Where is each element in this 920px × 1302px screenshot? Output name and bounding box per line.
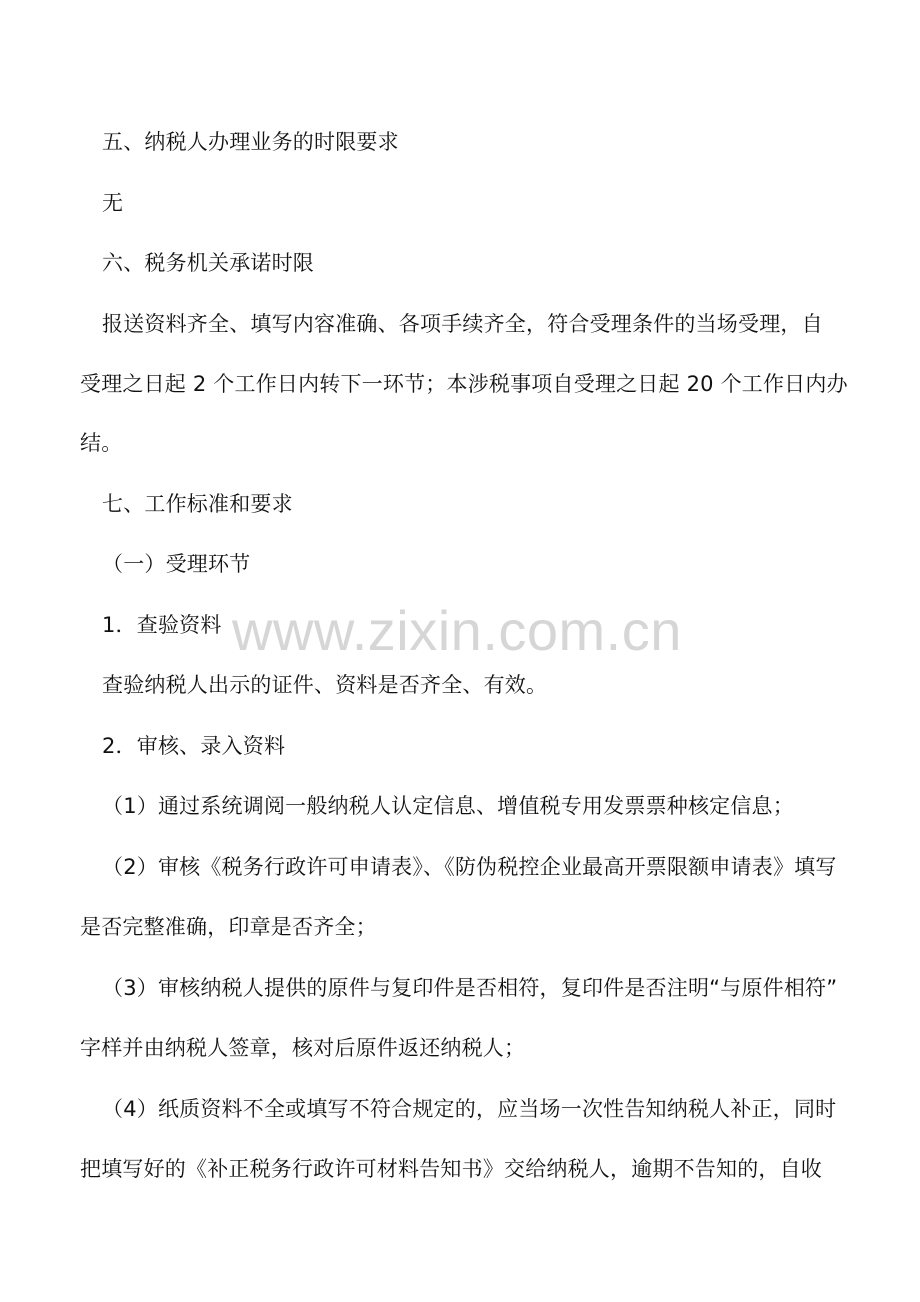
list-item-3: （3）审核纳税人提供的原件与复印件是否相符，复印件是否注明“与原件相符” — [102, 976, 838, 1000]
paragraph-line: 报送资料齐全、填写内容准确、各项手续齐全，符合受理条件的当场受理，自 — [102, 312, 823, 336]
watermark-text: www.zixin.com.cn — [232, 599, 682, 662]
paragraph-line: 结。 — [80, 431, 123, 455]
item-heading-1: 1．查验资料 — [102, 613, 222, 637]
paragraph-none: 无 — [102, 191, 124, 215]
section-heading-5: 五、纳税人办理业务的时限要求 — [102, 130, 399, 154]
paragraph-line: 是否完整准确，印章是否齐全； — [80, 915, 377, 939]
section-heading-7: 七、工作标准和要求 — [102, 492, 293, 516]
list-item-2: （2）审核《税务行政许可申请表》、《防伪税控企业最高开票限额申请表》填写 — [102, 855, 837, 879]
paragraph-line: 受理之日起 2 个工作日内转下一环节；本涉税事项自受理之日起 20 个工作日内办 — [80, 372, 848, 396]
list-item-4: （4）纸质资料不全或填写不符合规定的，应当场一次性告知纳税人补正，同时 — [102, 1097, 837, 1121]
paragraph-line: 查验纳税人出示的证件、资料是否齐全、有效。 — [102, 673, 548, 697]
item-heading-2: 2．审核、录入资料 — [102, 734, 286, 758]
paragraph-line: 字样并由纳税人签章，核对后原件返还纳税人； — [80, 1036, 526, 1060]
paragraph-line: 把填写好的《补正税务行政许可材料告知书》交给纳税人，逾期不告知的，自收 — [80, 1157, 822, 1181]
list-item-1: （1）通过系统调阅一般纳税人认定信息、增值税专用发票票种核定信息； — [102, 794, 794, 818]
section-heading-6: 六、税务机关承诺时限 — [102, 251, 314, 275]
subsection-heading: （一）受理环节 — [102, 552, 251, 576]
